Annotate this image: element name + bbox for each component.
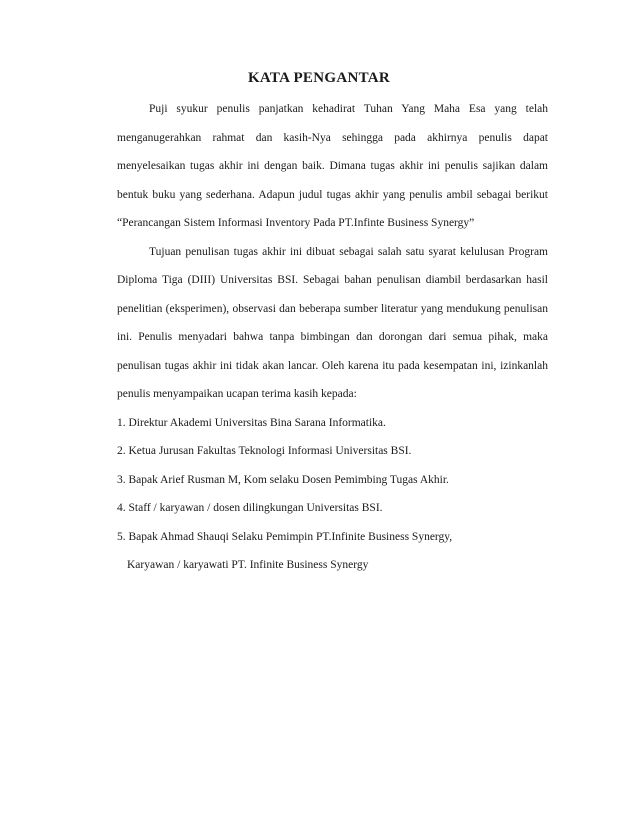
list-item: 2. Ketua Jurusan Fakultas Teknologi Informasi Universitas BSI. [117, 445, 412, 457]
list-item: 4. Staff / karyawan / dosen dilingkungan Universitas BSI. [117, 502, 383, 514]
list-item: 1. Direktur Akademi Universitas Bina Sarana Informatika. [117, 416, 386, 429]
list-item: 5. Bapak Ahmad Shauqi Selaku Pemimpin PT.Infinite Business Synergy, [117, 530, 453, 543]
page-title: KATA PENGANTAR [247, 70, 391, 86]
list-item: 3. Bapak Arief Rusman M, Kom selaku Dosen Pemimbing Tugas Akhir. [117, 473, 449, 486]
document-body [117, 95, 548, 580]
list-item-continuation: Karyawan / karyawati PT. Infinite Business Synergy [127, 559, 369, 571]
acknowledgement-list [117, 409, 548, 580]
paragraph-1: Puji syukur penulis panjatkan kehadirat Tuhan Yang Maha Esa yang telah menganugerahkan rahmat dan kasih-Nya sehingga pada akhirnya penulis dapat menyelesaikan tugas akhir ini dengan baik. Dimana tugas akhir ini penulis sajikan dalam bentuk buku yang sederhana. Adapun judul tugas akhir yang penulis ambil sebagai berikut “Perancangan Sistem Informasi Inventory Pada PT.Infinte Business Synergy” [117, 103, 548, 229]
paragraph-2: Tujuan penulisan tugas akhir ini dibuat sebagai salah satu syarat kelulusan Program Diploma Tiga (DIII) Universitas BSI. Sebagai bahan penulisan diambil berdasarkan hasil penelitian (eksperimen), observasi dan beberapa sumber literatur yang mendukung penulisan ini. Penulis menyadari bahwa tanpa bimbingan dan dorongan dari semua pihak, maka penulisan tugas akhir ini tidak akan lancar. Oleh karena itu pada kesempatan ini, izinkanlah penulis menyampaikan ucapan terima kasih kepada: [117, 245, 548, 400]
